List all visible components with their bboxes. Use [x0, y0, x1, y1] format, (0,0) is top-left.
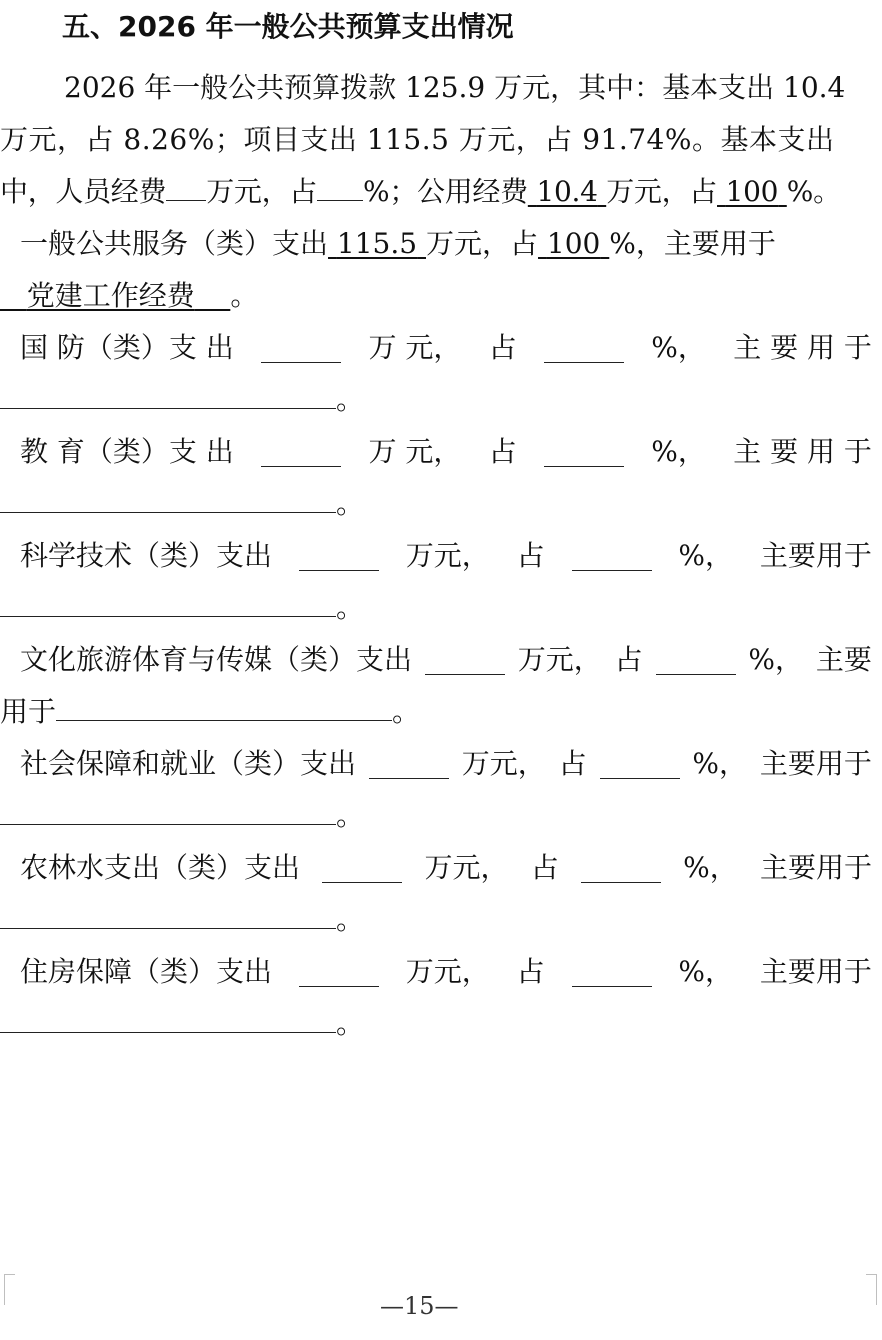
education-use-blank — [0, 484, 336, 513]
defense-use-blank — [0, 380, 336, 409]
agriculture-use-label: 主要用于 — [759, 851, 872, 884]
gps-percent: 100 — [546, 227, 601, 260]
housing-amount-blank — [299, 958, 379, 987]
social-security-use-end: 。 — [336, 799, 365, 832]
agriculture-percent: %， — [683, 851, 738, 884]
education-unit: 万 元， — [368, 435, 462, 468]
science-tech-unit: 万元， — [405, 539, 490, 572]
agriculture-label: 农林水支出（类）支出 — [20, 851, 301, 884]
budget-summary-line-2 — [0, 120, 874, 160]
defense-share: 占 — [488, 331, 517, 364]
housing-label: 住房保障（类）支出 — [20, 955, 273, 988]
social-security-line — [20, 744, 872, 784]
defense-use-line — [0, 380, 874, 420]
social-security-percent-blank — [600, 750, 680, 779]
public-expense-end: %。 — [786, 175, 841, 208]
science-tech-use-label: 主要用于 — [759, 539, 872, 572]
defense-use-end: 。 — [336, 383, 365, 416]
gps-unit: 万元，占 — [426, 227, 539, 260]
culture-tourism-percent-blank — [656, 646, 736, 675]
gps-label: 一般公共服务（类）支出 — [20, 227, 329, 260]
social-security-unit: 万元， — [461, 747, 546, 780]
culture-tourism-percent: %， — [748, 643, 804, 676]
education-use-end: 。 — [336, 487, 365, 520]
science-tech-percent-blank — [572, 542, 652, 571]
defense-label: 国 防（类）支 出 — [20, 331, 234, 364]
public-expense-percent: 100 — [725, 175, 779, 208]
education-percent: %， — [651, 435, 706, 468]
defense-line — [20, 328, 872, 368]
science-tech-label: 科学技术（类）支出 — [20, 539, 273, 572]
culture-tourism-share: 占 — [614, 643, 643, 676]
housing-percent: %， — [678, 955, 734, 988]
crop-mark-right — [866, 1274, 877, 1305]
science-tech-use-line — [0, 588, 874, 628]
public-expense-label: %；公用经费 — [363, 175, 528, 208]
agriculture-use-end: 。 — [336, 903, 365, 936]
culture-tourism-unit: 万元， — [517, 643, 602, 676]
social-security-use-line — [0, 796, 874, 836]
science-tech-line — [20, 536, 872, 576]
defense-unit: 万 元， — [368, 331, 462, 364]
budget-summary-text-1: 2026 年一般公共预算拨款 125.9 万元，其中：基本支出 10.4 — [64, 71, 846, 104]
agriculture-percent-blank — [581, 854, 661, 883]
science-tech-use-end: 。 — [336, 591, 365, 624]
section-heading — [62, 7, 862, 47]
education-use-line — [0, 484, 874, 524]
gps-amount: 115.5 — [336, 227, 418, 260]
budget-summary-line-3 — [0, 172, 874, 212]
budget-summary-text-2: 万元，占 8.26%；项目支出 115.5 万元，占 91.74%。基本支出 — [0, 123, 835, 156]
housing-line — [20, 952, 872, 992]
crop-mark-left — [4, 1274, 15, 1305]
science-tech-use-blank — [0, 588, 336, 617]
agriculture-line — [20, 848, 872, 888]
defense-percent: %， — [651, 331, 706, 364]
education-percent-blank — [544, 438, 624, 467]
housing-use-line — [0, 1004, 874, 1044]
page-number: —15— — [380, 1292, 459, 1320]
science-tech-percent: %， — [678, 539, 734, 572]
education-share: 占 — [488, 435, 517, 468]
public-expense-amount: 10.4 — [536, 175, 598, 208]
culture-tourism-use-label-2: 用于 — [0, 695, 57, 728]
social-security-share: 占 — [558, 747, 587, 780]
education-amount-blank — [261, 438, 341, 467]
social-security-label: 社会保障和就业（类）支出 — [20, 747, 357, 780]
defense-amount-blank — [261, 334, 341, 363]
culture-tourism-use-line — [0, 692, 874, 732]
housing-use-blank — [0, 1004, 336, 1033]
defense-percent-blank — [544, 334, 624, 363]
social-security-use-label: 主要用于 — [759, 747, 872, 780]
agriculture-use-line — [0, 900, 874, 940]
agriculture-unit: 万元， — [424, 851, 509, 884]
culture-tourism-label: 文化旅游体育与传媒（类）支出 — [20, 643, 413, 676]
education-label: 教 育（类）支 出 — [20, 435, 234, 468]
personnel-percent-blank — [317, 172, 363, 201]
agriculture-use-blank — [0, 900, 336, 929]
education-line — [20, 432, 872, 472]
culture-tourism-use-blank — [56, 692, 392, 721]
housing-use-end: 。 — [336, 1007, 365, 1040]
personnel-unit: 万元，占 — [206, 175, 318, 208]
budget-summary-line-1 — [64, 68, 872, 108]
social-security-use-blank — [0, 796, 336, 825]
gps-use-end: 。 — [230, 279, 259, 312]
personnel-label: 中，人员经费 — [0, 175, 167, 208]
general-public-services-line — [20, 224, 872, 264]
science-tech-amount-blank — [299, 542, 379, 571]
housing-percent-blank — [572, 958, 652, 987]
general-public-services-use-line — [0, 276, 874, 316]
social-security-amount-blank — [369, 750, 449, 779]
housing-unit: 万元， — [405, 955, 490, 988]
section-heading-text: 五、2026 年一般公共预算支出情况 — [62, 10, 514, 43]
agriculture-share: 占 — [530, 851, 559, 884]
culture-tourism-line — [20, 640, 872, 680]
housing-use-label: 主要用于 — [759, 955, 872, 988]
gps-use-label: %，主要用于 — [609, 227, 776, 260]
culture-tourism-use-end: 。 — [392, 695, 421, 728]
public-expense-unit: 万元，占 — [606, 175, 718, 208]
science-tech-share: 占 — [516, 539, 545, 572]
housing-share: 占 — [516, 955, 545, 988]
culture-tourism-use-label: 主要 — [815, 643, 872, 676]
personnel-amount-blank — [166, 172, 206, 201]
social-security-percent: %， — [692, 747, 748, 780]
agriculture-amount-blank — [322, 854, 402, 883]
education-use-label: 主 要 用 于 — [733, 435, 872, 468]
culture-tourism-amount-blank — [425, 646, 505, 675]
defense-use-label: 主 要 用 于 — [733, 331, 872, 364]
gps-use-text: 党建工作经费 — [26, 279, 195, 312]
